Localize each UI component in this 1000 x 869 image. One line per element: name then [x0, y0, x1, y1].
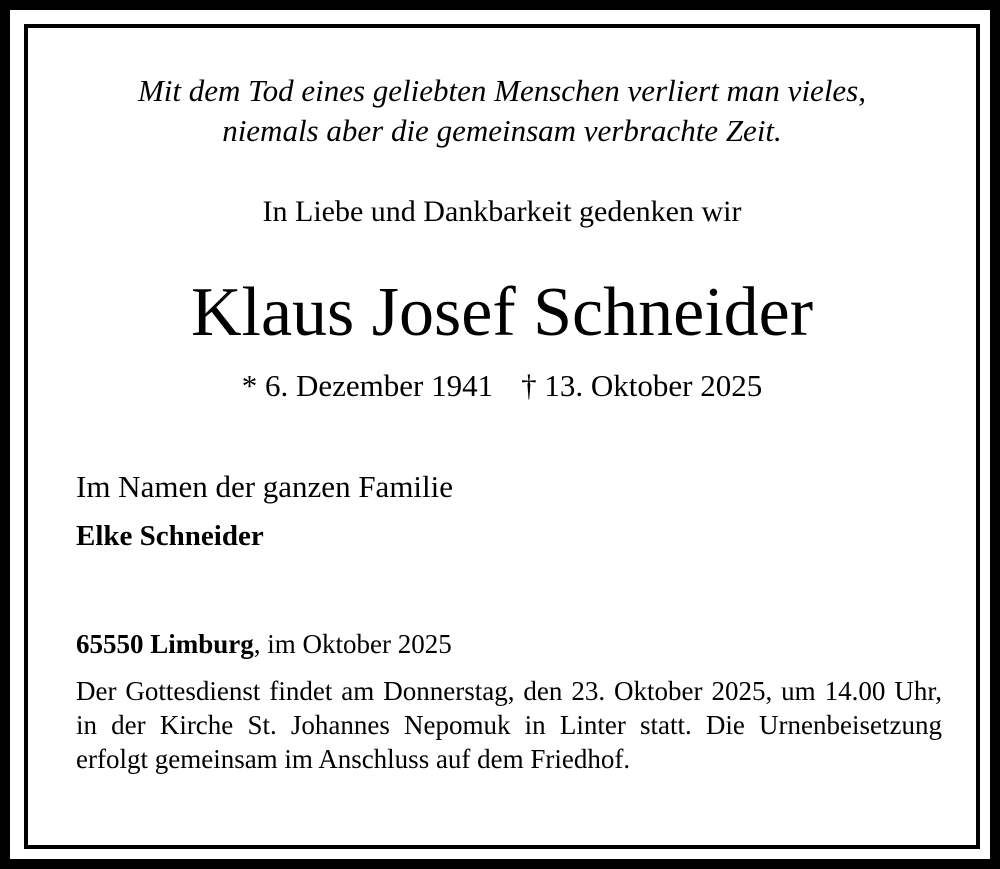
deceased-name: Klaus Josef Schneider [190, 274, 814, 351]
quote-line-2: niemals aber die gemeinsam verbrachte Zeit. [222, 113, 782, 148]
place-name: 65550 Limburg [76, 629, 254, 659]
place-date: , im Oktober 2025 [253, 629, 452, 659]
life-dates [28, 366, 976, 406]
obituary-notice [10, 10, 990, 859]
death-date: † 13. Oktober 2025 [521, 368, 763, 403]
notice-frame [24, 24, 980, 849]
service-notice: Der Gottesdienst findet am Donnerstag, den 23. Oktober 2025, um 14.00 Uhr, in der Kirche St. Johannes Nepomuk in Linter statt. Die Urnenbeisetzung erfolgt gemeinsam im Anschluss auf dem Friedhof. [76, 676, 942, 774]
intro-text: In Liebe und Dankbarkeit gedenken wir [262, 195, 742, 228]
place-date-line [76, 626, 452, 662]
quote-line-1: Mit dem Tod eines geliebten Menschen verliert man vieles, [137, 73, 866, 108]
family-line: Im Namen der ganzen Familie [76, 469, 454, 504]
birth-date: * 6. Dezember 1941 [241, 368, 494, 403]
signer-name: Elke Schneider [76, 520, 264, 552]
